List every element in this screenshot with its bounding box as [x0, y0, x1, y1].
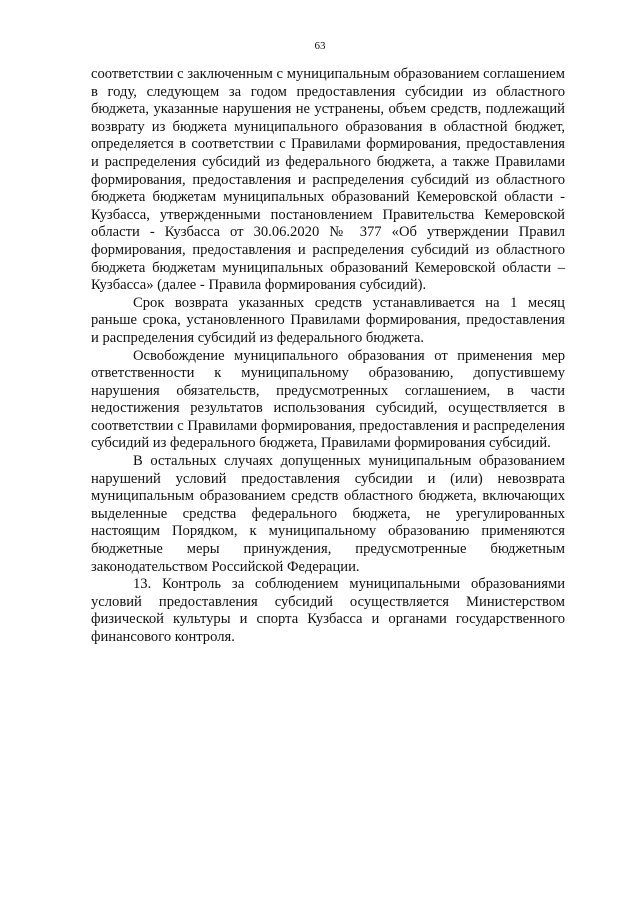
paragraph-continuation: соответствии с заключенным с муниципальным образованием соглашением в году, следующем за годом предоставления субсидии из областного бюджета, указанные нарушения не устранены, объем средств, подлежащий возврату из бюджета муниципального образования в областной бюджет, определяется в соответствии с Правилами формирования, предоставления и распределения субсидий из федерального бюджета, а также Правилами формирования, предоставления и распределения субсидий из областного бюджета бюджетам муниципальных образований Кемеровской области - Кузбасса, утвержденными постановлением Правительства Кемеровской области - Кузбасса от 30.06.2020 № 377 «Об утверждении Правил формирования, предоставления и распределения субсидий из областного бюджета бюджетам муниципальных образований Кемеровской области – Кузбасса» (далее - Правила формирования субсидий).: [91, 66, 565, 294]
paragraph-exemption: Освобождение муниципального образования от применения мер ответственности к муниципальному образованию, допустившему нарушения обязательств, предусмотренных соглашением, в части недостижения результатов использования субсидий, осуществляется в соответствии с Правилами формирования, предоставления и распределения субсидий из федерального бюджета, Правилами формирования субсидий.: [91, 347, 565, 452]
paragraph-control-clause: 13. Контроль за соблюдением муниципальными образованиями условий предоставления субсидий осуществляется Министерством физической культуры и спорта Кузбасса и органами государственного финансового контроля.: [91, 576, 565, 645]
document-body: [91, 66, 565, 647]
page-number: 63: [314, 40, 326, 52]
paragraph-other-cases: В остальных случаях допущенных муниципальным образованием нарушений условий предоставления субсидии и (или) невозврата муниципальным образованием средств областного бюджета, включающих выделенные средства федерального бюджета, не урегулированных настоящим Порядком, к муниципальному образованию применяются бюджетные меры принуждения, предусмотренные бюджетным законодательством Российской Федерации.: [91, 453, 565, 575]
paragraph-return-deadline: Срок возврата указанных средств устанавливается на 1 месяц раньше срока, установленного Правилами формирования, предоставления и распределения субсидий из федерального бюджета.: [91, 294, 565, 346]
